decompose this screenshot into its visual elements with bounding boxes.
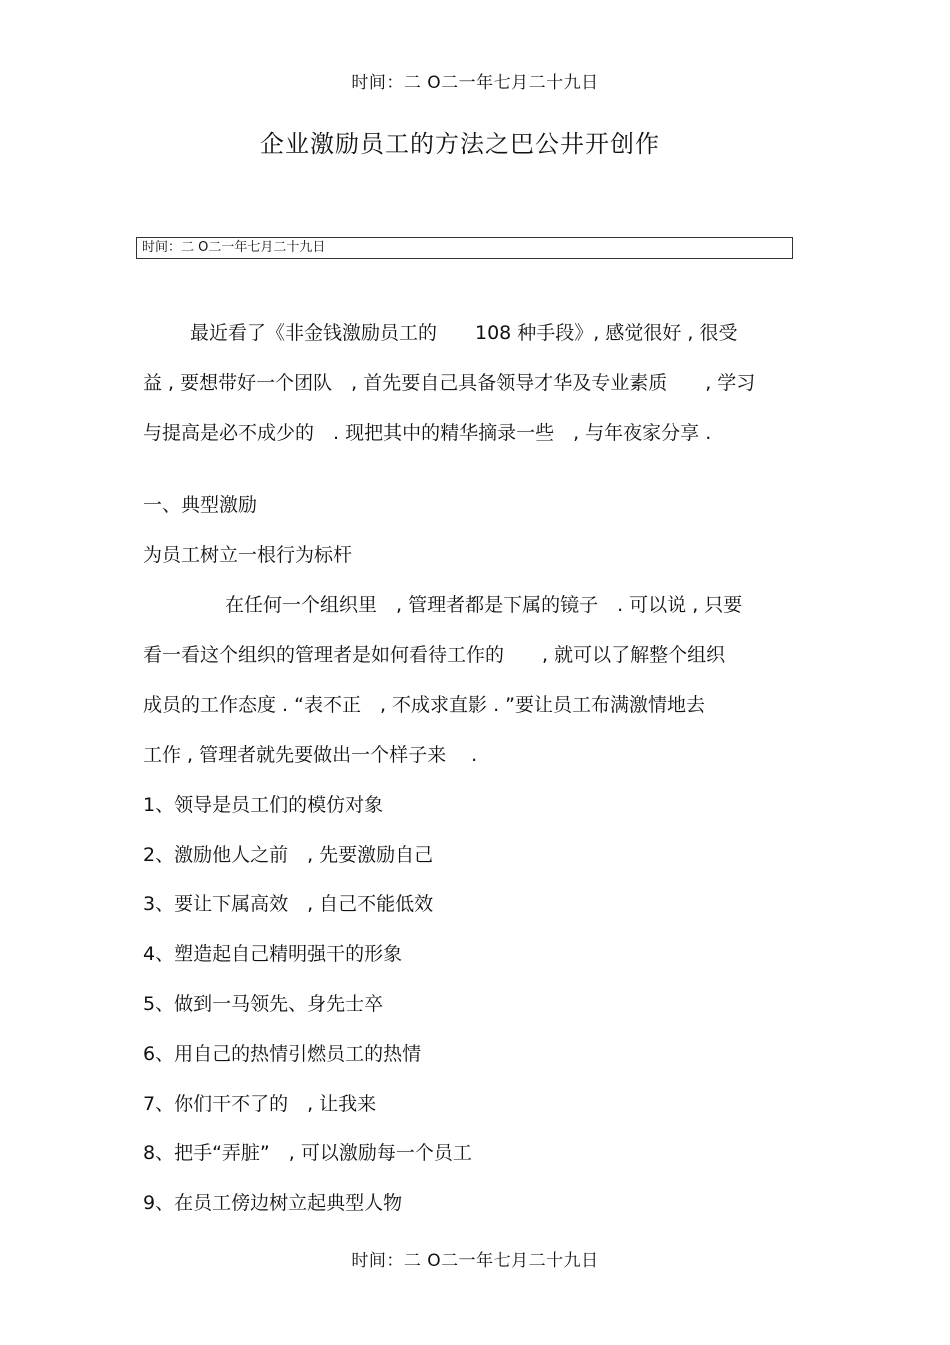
section-heading: 一、典型激励 [143, 494, 258, 516]
intro-line-1: 最近看了《非金钱激励员工的 108 种手段》, 感觉很好 , 很受 [190, 322, 738, 344]
document-title: 企业激励员工的方法之巴公井开创作 [260, 130, 660, 158]
list-item: 4、塑造起自己精明强干的形象 [143, 943, 403, 965]
list-item: 8、把手“弄脏” , 可以激励每一个员工 [143, 1142, 472, 1164]
date-box: 时间：二 O二一年七月二十九日 [136, 237, 793, 259]
paragraph-line-1: 在任何一个组织里 , 管理者都是下属的镜子 . 可以说 , 只要 [225, 594, 743, 616]
list-item: 9、在员工傍边树立起典型人物 [143, 1192, 403, 1214]
paragraph-line-3: 成员的工作态度 . “表不正 , 不成求直影 . ”要让员工布满激情地去 [143, 694, 706, 716]
page-header-date: 时间：二 O二一年七月二十九日 [351, 73, 599, 93]
paragraph-line-2: 看一看这个组织的管理者是如何看待工作的 , 就可以了解整个组织 [143, 644, 726, 666]
paragraph-line-4: 工作 , 管理者就先要做出一个样子来 . [143, 744, 478, 766]
section-subheading: 为员工树立一根行为标杆 [143, 544, 353, 566]
list-item: 1、领导是员工们的模仿对象 [143, 794, 384, 816]
list-item: 7、你们干不了的 , 让我来 [143, 1093, 377, 1115]
list-item: 6、用自己的热情引燃员工的热情 [143, 1043, 422, 1065]
page-footer-date: 时间：二 O二一年七月二十九日 [351, 1251, 599, 1271]
intro-line-2: 益 , 要想带好一个团队 , 首先要自己具备领导才华及专业素质 , 学习 [143, 372, 756, 394]
list-item: 5、做到一马领先、身先士卒 [143, 993, 384, 1015]
intro-line-3: 与提高是必不成少的 . 现把其中的精华摘录一些 , 与年夜家分享 . [143, 422, 712, 444]
list-item: 2、激励他人之前 , 先要激励自己 [143, 844, 434, 866]
list-item: 3、要让下属高效 , 自己不能低效 [143, 893, 434, 915]
